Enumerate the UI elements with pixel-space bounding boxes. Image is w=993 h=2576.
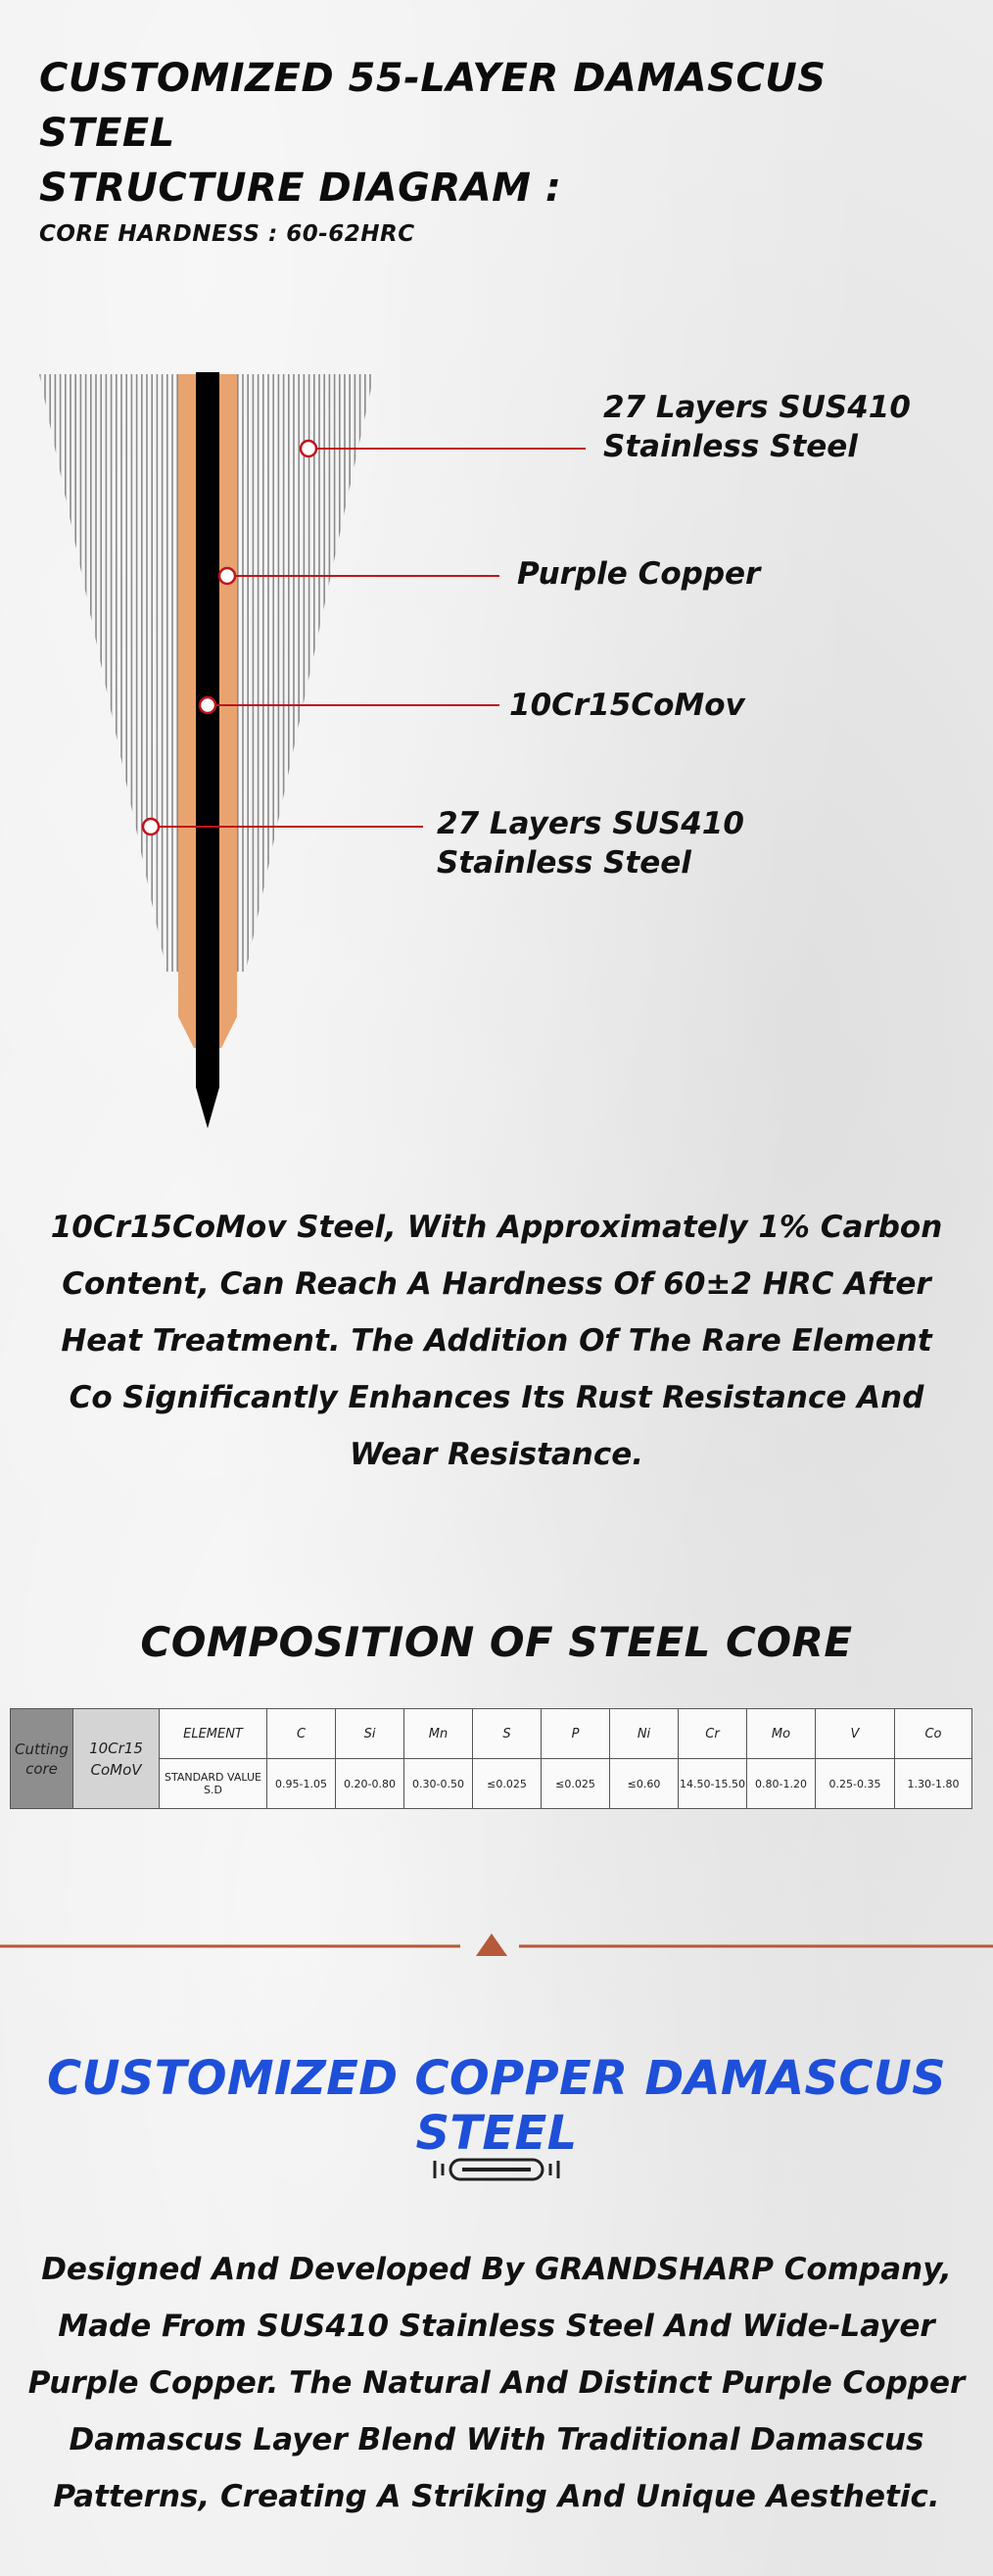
steel-layer-line: [176, 362, 178, 989]
steel-layer-line: [323, 362, 325, 989]
callout-steel-top: [301, 441, 586, 456]
cutting-core-cell: Cutting core: [11, 1709, 73, 1809]
label-purple-copper: Purple Copper: [517, 556, 761, 592]
steel-layer-line: [262, 362, 264, 989]
steel-layer-line: [90, 362, 92, 989]
steel-layer-line: [288, 362, 290, 989]
element-cell: Co: [895, 1709, 972, 1759]
steel-layer-line: [151, 362, 153, 989]
core-steel-layer: [196, 372, 219, 1128]
steel-layer-line: [65, 362, 67, 989]
value-cell: 0.20-0.80: [336, 1759, 404, 1809]
steel-layer-line: [349, 362, 351, 989]
steel-layer-line: [242, 362, 244, 989]
title-line-1: CUSTOMIZED 55-LAYER DAMASCUS STEEL: [39, 56, 827, 156]
label-steel-top: 27 Layers SUS410 Stainless Steel: [603, 390, 911, 464]
steel-layer-line: [344, 362, 346, 989]
element-cell: Mn: [404, 1709, 473, 1759]
steel-layer-line: [49, 362, 51, 989]
composition-table: [10, 1708, 972, 1809]
label-core-steel: 10Cr15CoMov: [509, 688, 745, 723]
steel-layer-line: [141, 362, 143, 989]
steel-layer-line: [247, 362, 249, 989]
element-cell: Mo: [747, 1709, 816, 1759]
element-cell: Cr: [679, 1709, 747, 1759]
steel-layer-line: [131, 362, 133, 989]
value-cell: ≤0.025: [542, 1759, 610, 1809]
value-cell: ≤0.025: [473, 1759, 542, 1809]
steel-layer-line: [146, 362, 148, 989]
steel-layer-line: [80, 362, 82, 989]
steel-layer-line: [272, 362, 274, 989]
element-cell: S: [473, 1709, 542, 1759]
steel-layer-line: [120, 362, 122, 989]
element-cell: Si: [336, 1709, 404, 1759]
steel-layer-line: [359, 362, 361, 989]
value-cell: 0.25-0.35: [816, 1759, 895, 1809]
steel-layer-line: [95, 362, 97, 989]
steel-layer-line: [267, 362, 269, 989]
value-cell: 14.50-15.50: [679, 1759, 747, 1809]
page-title: [39, 51, 921, 215]
steel-layers-left: [39, 362, 178, 989]
element-cell: C: [267, 1709, 336, 1759]
title-line-2: STRUCTURE DIAGRAM :: [39, 166, 562, 211]
table-row: [11, 1709, 972, 1759]
steel-layer-line: [136, 362, 138, 989]
decorative-capsule-icon: [431, 2155, 562, 2184]
steel-layer-line: [329, 362, 331, 989]
steel-layer-line: [125, 362, 127, 989]
steel-layer-line: [258, 362, 260, 989]
steel-layer-line: [253, 362, 255, 989]
copper-damascus-description: Designed And Developed By GRANDSHARP Company, Made From SUS410 Stainless Steel And Wide-Layer Purple Copper. The Natural And Distinct Purple Copper Damascus Layer Blend With Traditional Damascus Patterns, Creating A Striking And Unique Aesthetic.: [27, 2252, 966, 2514]
steel-layer-line: [237, 362, 239, 989]
steel-layer-line: [116, 362, 118, 989]
steel-layer-line: [85, 362, 87, 989]
element-header: ELEMENT: [160, 1709, 267, 1759]
steel-layer-line: [355, 362, 356, 989]
steel-layer-line: [106, 362, 108, 989]
section-divider: [0, 1922, 993, 1971]
steel-layer-line: [369, 362, 371, 989]
steel-layer-line: [339, 362, 341, 989]
steel-layer-line: [283, 362, 285, 989]
steel-layer-line: [44, 362, 46, 989]
steel-layer-line: [74, 362, 76, 989]
steel-layer-line: [111, 362, 113, 989]
steel-layer-line: [166, 362, 168, 989]
value-cell: 0.95-1.05: [267, 1759, 336, 1809]
steel-layer-line: [278, 362, 280, 989]
steel-layer-line: [171, 362, 173, 989]
steel-layer-line: [313, 362, 315, 989]
value-cell: 0.30-0.50: [404, 1759, 473, 1809]
steel-layer-line: [55, 362, 57, 989]
steel-layer-line: [162, 362, 164, 989]
steel-layer-line: [100, 362, 102, 989]
standard-value-header: STANDARD VALUE S.D: [160, 1759, 267, 1809]
callout-core: [200, 697, 499, 713]
element-cell: Ni: [610, 1709, 679, 1759]
core-steel-description: 10Cr15CoMov Steel, With Approximately 1% Carbon Content, Can Reach A Hardness Of 60±2 HRC After Heat Treatment. The Addition Of The Rare Element Co Significantly Enhances Its Rust Resistance And Wear Resistance.: [50, 1210, 943, 1472]
composition-title: COMPOSITION OF STEEL CORE: [140, 1618, 853, 1666]
steel-layer-line: [364, 362, 366, 989]
label-steel-bottom: 27 Layers SUS410 Stainless Steel: [437, 806, 744, 881]
steel-layer-line: [70, 362, 71, 989]
damascus-structure-diagram: [0, 362, 993, 1146]
copper-damascus-title: CUSTOMIZED COPPER DAMASCUS STEEL: [47, 2051, 946, 2161]
steel-grade-cell: 10Cr15 CoMoV: [73, 1709, 160, 1809]
steel-layer-line: [293, 362, 295, 989]
element-cell: P: [542, 1709, 610, 1759]
element-cell: V: [816, 1709, 895, 1759]
triangle-icon: [476, 1933, 507, 1956]
value-cell: 1.30-1.80: [895, 1759, 972, 1809]
steel-layer-line: [157, 362, 159, 989]
steel-layer-line: [318, 362, 320, 989]
value-cell: 0.80-1.20: [747, 1759, 816, 1809]
steel-layer-line: [60, 362, 62, 989]
value-cell: ≤0.60: [610, 1759, 679, 1809]
steel-layer-line: [298, 362, 300, 989]
steel-layer-line: [334, 362, 336, 989]
core-hardness-label: CORE HARDNESS : 60-62HRC: [39, 221, 415, 247]
callout-copper: [219, 568, 499, 584]
steel-layer-line: [39, 362, 41, 989]
